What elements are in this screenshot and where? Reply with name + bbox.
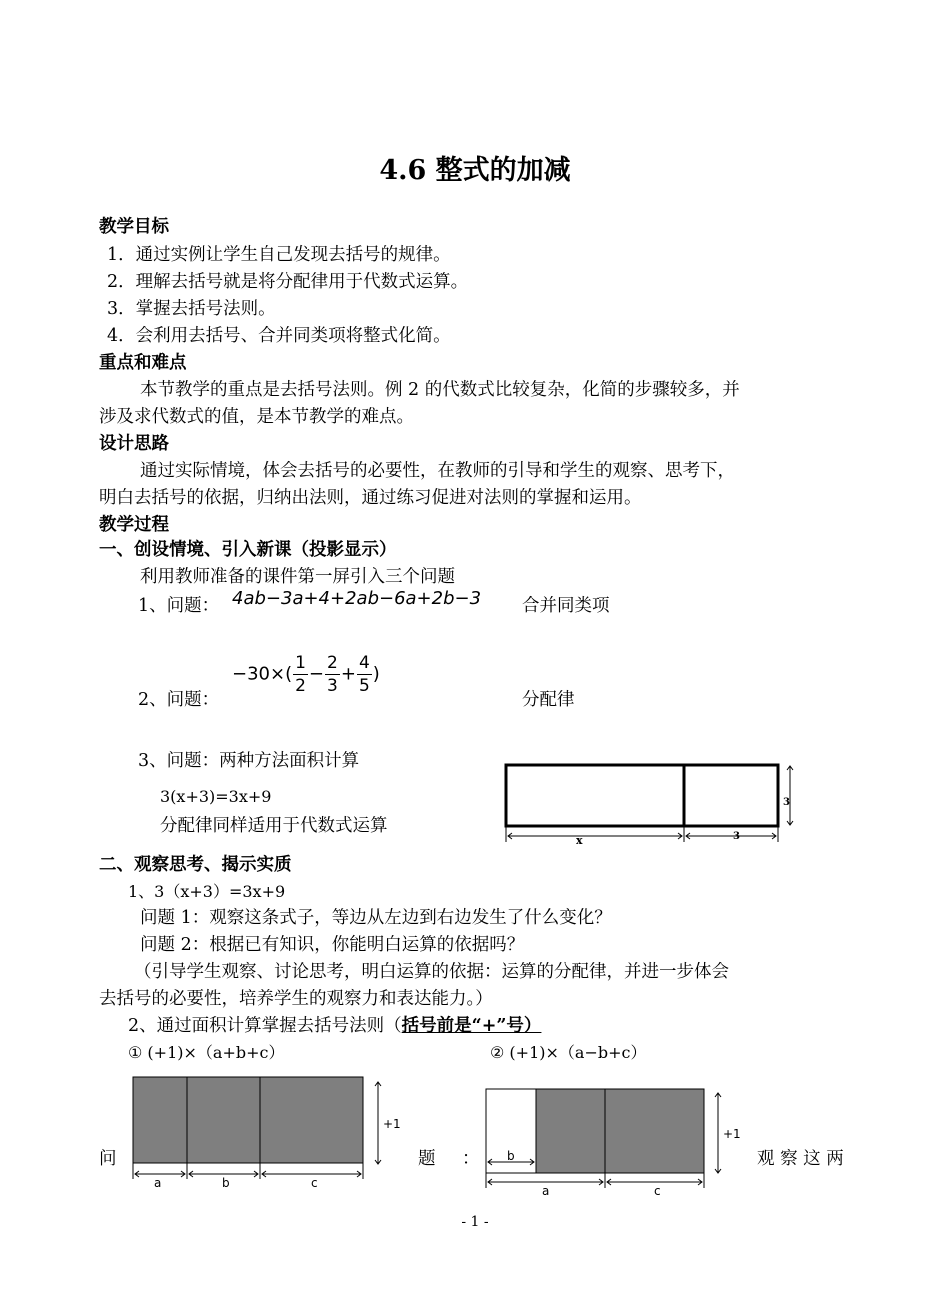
area-figure-3x bbox=[500, 758, 810, 850]
fraction-numerator: 1 bbox=[295, 653, 306, 673]
expr-operator: − bbox=[308, 663, 325, 685]
label-b: b bbox=[222, 1176, 230, 1190]
equation-note: 分配律同样适用于代数式运算 bbox=[160, 816, 388, 836]
plus-sign-rule: 括号前是“+”号） bbox=[401, 1016, 542, 1036]
shaded-region bbox=[536, 1089, 704, 1173]
question-1-label: 1、问题： bbox=[138, 596, 220, 616]
word-wen: 问 bbox=[99, 1149, 117, 1169]
part2-line-2-text: 2、通过面积计算掌握去括号法则（ bbox=[128, 1016, 402, 1036]
fraction-numerator: 4 bbox=[358, 653, 370, 673]
part2-question-1: 问题 1：观察这条式子，等边从左边到右边发生了什么变化？ bbox=[140, 908, 612, 928]
shaded-rect bbox=[133, 1077, 363, 1163]
label-c: c bbox=[311, 1176, 318, 1190]
design-line-1: 通过实际情境，体会去括号的必要性，在教师的引导和学生的观察、思考下， bbox=[140, 461, 735, 481]
objective-4: 4．会利用去括号、合并同类项将整式化简。 bbox=[107, 326, 451, 346]
fraction-denominator: 3 bbox=[327, 676, 338, 696]
label-a: a bbox=[154, 1176, 162, 1190]
case-1-label: ① (+1)×（a+b+c） bbox=[128, 1043, 285, 1062]
part2-heading: 二、观察思考、揭示实质 bbox=[99, 855, 292, 875]
label-x: x bbox=[576, 834, 583, 847]
heading-key-points: 重点和难点 bbox=[99, 353, 187, 373]
heading-objectives: 教学目标 bbox=[99, 217, 169, 237]
area-figure-a-b-c bbox=[128, 1074, 408, 1196]
question-1-expression: 4ab−3a+4+2ab−6a+2b−3 bbox=[232, 588, 482, 609]
case-2-label: ② (+1)×（a−b+c） bbox=[490, 1043, 647, 1062]
expr-prefix: −30×( bbox=[232, 663, 293, 685]
label-plus-1: +1 bbox=[723, 1127, 741, 1141]
word-colon: ： bbox=[462, 1149, 480, 1169]
design-line-2: 明白去括号的依据，归纳出法则，通过练习促进对法则的掌握和运用。 bbox=[99, 488, 642, 508]
fraction-1-2 bbox=[293, 652, 308, 697]
question-2-note: 分配律 bbox=[522, 690, 575, 710]
part1-heading: 一、创设情境、引入新课（投影显示） bbox=[99, 540, 397, 560]
guidance-line-2: 去括号的必要性，培养学生的观察力和表达能力。） bbox=[99, 989, 493, 1009]
objective-1: 1．通过实例让学生自己发现去括号的规律。 bbox=[107, 245, 451, 265]
label-width-3: 3 bbox=[733, 831, 740, 842]
question-2-label: 2、问题： bbox=[138, 690, 220, 710]
fraction-denominator: 2 bbox=[295, 676, 306, 696]
guidance-line-1: （引导学生观察、讨论思考，明白运算的依据：运算的分配律，并进一步体会 bbox=[134, 962, 729, 982]
label-a: a bbox=[542, 1184, 550, 1198]
part2-line-2 bbox=[128, 1012, 541, 1037]
label-plus-1: +1 bbox=[383, 1117, 401, 1131]
objective-2: 2．理解去括号就是将分配律用于代数式运算。 bbox=[107, 272, 469, 292]
question-1-note: 合并同类项 bbox=[522, 596, 610, 616]
label-height-3: 3 bbox=[783, 797, 790, 808]
heading-design: 设计思路 bbox=[99, 434, 169, 454]
fraction-4-5 bbox=[357, 652, 372, 697]
heading-process: 教学过程 bbox=[99, 515, 169, 535]
area-rect bbox=[506, 765, 778, 826]
word-observe: 观 察 这 两 bbox=[757, 1149, 844, 1169]
area-figure-a-minus-b-c bbox=[481, 1084, 751, 1202]
equation-3x: 3(x+3)=3x+9 bbox=[160, 787, 272, 806]
key-points-line-1: 本节教学的重点是去括号法则。例 2 的代数式比较复杂，化简的步骤较多，并 bbox=[140, 380, 740, 400]
label-b: b bbox=[507, 1149, 515, 1163]
question-3-label: 3、问题：两种方法面积计算 bbox=[138, 751, 360, 771]
question-2-expression bbox=[232, 652, 380, 697]
part2-line-1: 1、3（x+3）=3x+9 bbox=[128, 882, 286, 901]
word-ti: 题 bbox=[418, 1149, 436, 1169]
objective-3: 3．掌握去括号法则。 bbox=[107, 299, 276, 319]
page-title: 4.6 整式的加减 bbox=[379, 155, 571, 186]
page-number: - 1 - bbox=[461, 1214, 489, 1230]
part1-intro: 利用教师准备的课件第一屏引入三个问题 bbox=[140, 567, 455, 587]
fraction-numerator: 2 bbox=[327, 653, 338, 673]
fraction-denominator: 5 bbox=[358, 676, 370, 696]
fraction-2-3 bbox=[325, 652, 340, 697]
part2-question-2: 问题 2：根据已有知识，你能明白运算的依据吗？ bbox=[140, 935, 525, 955]
expr-operator: + bbox=[340, 663, 356, 685]
expr-suffix: ) bbox=[372, 663, 380, 685]
label-c: c bbox=[654, 1184, 661, 1198]
key-points-line-2: 涉及求代数式的值，是本节教学的难点。 bbox=[99, 407, 414, 427]
